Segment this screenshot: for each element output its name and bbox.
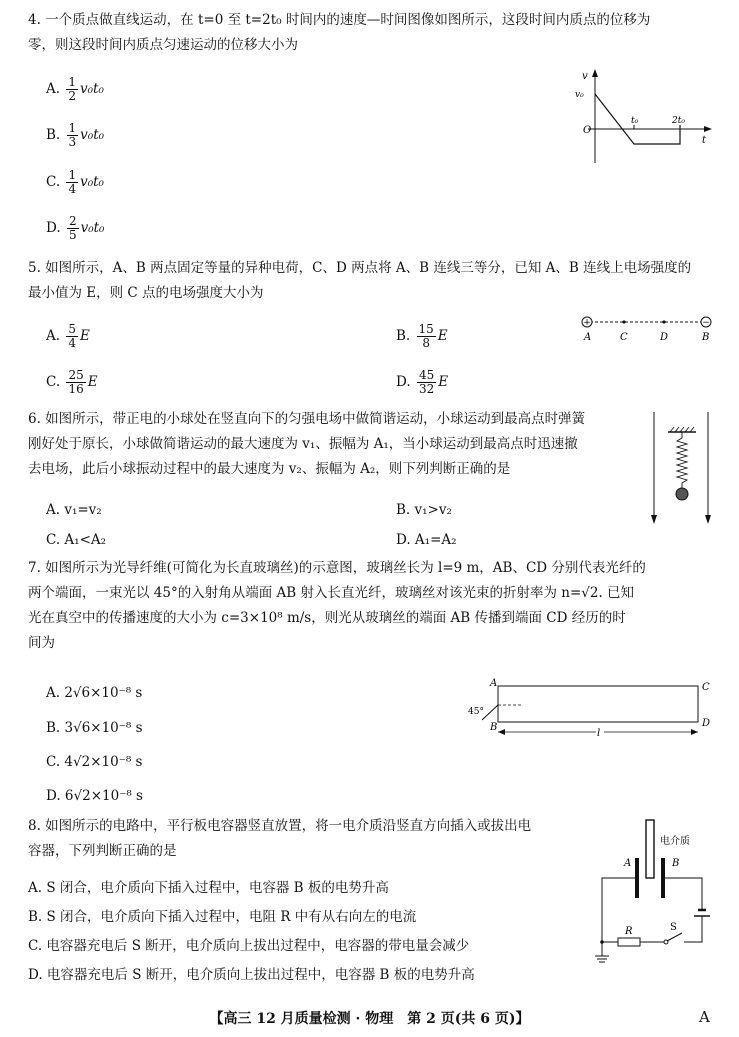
option-tail: v₀t₀ [80, 127, 105, 143]
q7-stem-line1: 7. 如图所示为光导纤维(可简化为长直玻璃丝)的示意图，玻璃丝长为 l=9 m，AB、CD 分别代表光纤的 [28, 560, 646, 576]
option-tail: v₀t₀ [79, 81, 104, 97]
denominator: 2 [68, 89, 76, 103]
option-letter: B. [396, 328, 411, 344]
q5-option-d [396, 369, 448, 396]
q4-stem-line2: 零，则这段时间内质点匀速运动的位移大小为 [28, 37, 298, 53]
option-letter: B. [46, 127, 61, 143]
q4-option-d [46, 215, 104, 242]
q8-option-b: B. S 闭合，电介质向下插入过程中，电阻 R 中有从右向左的电流 [28, 909, 417, 925]
q7-stem-line2: 两个端面，一束光以 45°的入射角从端面 AB 射入长直光纤，玻璃丝对该光束的折射率为 n=√2. 已知 [28, 585, 635, 601]
denominator: 3 [68, 135, 77, 149]
option-letter: C. [46, 374, 61, 390]
label-b: B [672, 858, 680, 869]
q7-stem [28, 556, 725, 656]
numerator: 2 [68, 214, 77, 228]
paper-version: A [699, 1008, 710, 1026]
q5-option-b [396, 323, 448, 350]
label-a: A [490, 678, 498, 689]
field-arrow-right [705, 515, 711, 524]
fraction [67, 122, 79, 149]
numerator: 1 [68, 75, 76, 89]
q6-stem [28, 407, 639, 482]
numerator: 15 [418, 322, 434, 336]
numerator: 25 [68, 368, 84, 382]
q5-stem-line2: 最小值为 E，则 C 点的电场强度大小为 [28, 285, 264, 301]
q6-spring-figure [644, 406, 716, 526]
minus-sign: − [702, 318, 710, 328]
q7-stem-line4: 间为 [28, 635, 55, 651]
q5-stem [28, 256, 725, 306]
angle-label: 45° [468, 707, 484, 717]
resistor [618, 938, 640, 946]
denominator: 4 [68, 336, 76, 350]
q7-option-d: D. 6√2×10⁻⁸ s [46, 788, 143, 804]
fraction [66, 323, 78, 350]
glass-fiber [498, 686, 698, 722]
spring [677, 432, 687, 488]
plate-b [661, 858, 665, 898]
numerator: 45 [418, 368, 435, 382]
q6-option-d: D. A₁=A₂ [396, 532, 457, 548]
q6-option-b: B. v₁>v₂ [396, 502, 452, 518]
fraction [67, 215, 79, 242]
denominator: 8 [422, 336, 430, 350]
label-d: D [702, 718, 711, 729]
charged-ball [676, 488, 688, 500]
page-footer: 【高三 12 月质量检测 · 物理 第 2 页(共 6 页)】 [209, 1011, 530, 1027]
q8-circuit-figure [590, 818, 720, 968]
option-letter: A. [46, 328, 61, 344]
denominator: 4 [68, 182, 77, 196]
option-tail: E [79, 328, 90, 344]
arrowhead-left [498, 729, 505, 735]
q6-option-c: C. A₁<A₂ [46, 532, 107, 548]
option-tail: v₀t₀ [80, 174, 104, 190]
option-tail: E [87, 374, 98, 390]
q8-option-c: C. 电容器充电后 S 断开，电介质向上拔出过程中，电容器的带电量会减少 [28, 938, 470, 954]
denominator: 5 [68, 228, 77, 242]
label-b: B [702, 332, 710, 343]
incident-ray [482, 705, 498, 720]
q4-vt-graph [570, 65, 720, 170]
option-letter: C. [46, 174, 61, 190]
label-c: C [702, 682, 710, 693]
point-d [662, 320, 665, 323]
wire-right [665, 878, 702, 910]
q5-option-a [46, 323, 90, 350]
label-c: C [620, 332, 628, 343]
q8-stem [28, 814, 579, 864]
fraction [66, 369, 85, 396]
q8-option-a: A. S 闭合，电介质向下插入过程中，电容器 B 板的电势升高 [28, 880, 389, 896]
length-label: l [597, 728, 601, 738]
denominator: 32 [418, 382, 435, 396]
q6-option-a: A. v₁=v₂ [46, 502, 102, 518]
v-axis-label: v [582, 71, 588, 82]
q4-option-c [46, 169, 104, 196]
q8-stem-line2: 容器，下列判断正确的是 [28, 843, 177, 859]
t-axis-arrow [704, 126, 712, 132]
option-tail: E [438, 374, 449, 390]
q7-fiber-figure [464, 678, 719, 738]
q5-option-c [46, 369, 98, 396]
q7-option-c: C. 4√2×10⁻⁸ s [46, 754, 143, 770]
option-letter: D. [46, 220, 61, 236]
q8-options [28, 874, 589, 990]
dielectric-slab [646, 820, 654, 878]
2t0-label: 2t₀ [672, 116, 685, 126]
v0-label: v₀ [575, 90, 584, 100]
option-tail: v₀t₀ [80, 220, 105, 236]
label-a: A [624, 858, 632, 869]
q7-option-a: A. 2√6×10⁻⁸ s [46, 685, 143, 701]
label-a: A [584, 332, 592, 343]
q4-option-b [46, 122, 104, 149]
q4-stem [28, 8, 725, 58]
numerator: 1 [68, 121, 77, 135]
arrowhead-right [691, 729, 698, 735]
fraction [66, 169, 78, 196]
plate-a [635, 858, 639, 898]
q6-stem-line3: 去电场，此后小球振动过程中的最大速度为 v₂、振幅为 A₂，则下列判断正确的是 [28, 461, 511, 477]
origin-label: O [583, 125, 592, 136]
label-b: B [490, 722, 498, 733]
fraction [66, 76, 78, 103]
plus-sign: + [583, 318, 591, 328]
option-letter: D. [396, 374, 411, 390]
q5-stem-line1: 5. 如图所示，A、B 两点固定等量的异种电荷，C、D 两点将 A、B 连线三等分，已知 A、B 连线上电场强度的 [28, 260, 692, 276]
q6-stem-line1: 6. 如图所示，带正电的小球处在竖直向下的匀强电场中做简谐运动，小球运动到最高点时弹簧 [28, 411, 586, 427]
t-axis-label: t [702, 135, 707, 146]
numerator: 1 [68, 168, 77, 182]
q7-option-b: B. 3√6×10⁻⁸ s [46, 720, 143, 736]
field-arrow-left [651, 515, 657, 524]
q4-stem-line1: 4. 一个质点做直线运动，在 t=0 至 t=2t₀ 时间内的速度—时间图像如图所示，这段时间内质点的位移为 [28, 12, 651, 28]
option-letter: A. [46, 81, 61, 97]
t0-label: t₀ [631, 116, 639, 126]
wire-bottom-right [684, 916, 702, 942]
label-r: R [625, 926, 633, 937]
q5-charge-figure [576, 312, 716, 344]
v-axis-arrow [592, 69, 598, 77]
q8-stem-line1: 8. 如图所示的电路中，平行板电容器竖直放置，将一电介质沿竖直方向插入或拔出电 [28, 818, 532, 834]
q8-option-d: D. 电容器充电后 S 断开，电介质向上拔出过程中，电容器 B 板的电势升高 [28, 967, 475, 983]
dielectric-label: 电介质 [660, 836, 690, 847]
label-d: D [660, 332, 669, 343]
numerator: 5 [68, 322, 76, 336]
q7-stem-line3: 光在真空中的传播速度的大小为 c=3×10⁸ m/s，则光从玻璃丝的端面 AB 传播到端面 CD 经历的时 [28, 610, 626, 626]
q4-option-a [46, 76, 104, 103]
q6-stem-line2: 刚好处于原长，小球做简谐运动的最大速度为 v₁、振幅为 A₁，当小球运动到最高点时迅速撤 [28, 436, 578, 452]
fraction [417, 323, 436, 350]
point-c [622, 320, 625, 323]
fraction [417, 369, 436, 396]
denominator: 16 [68, 382, 84, 396]
switch-s[interactable] [667, 933, 682, 941]
option-tail: E [437, 328, 448, 344]
label-s: S [670, 922, 677, 933]
